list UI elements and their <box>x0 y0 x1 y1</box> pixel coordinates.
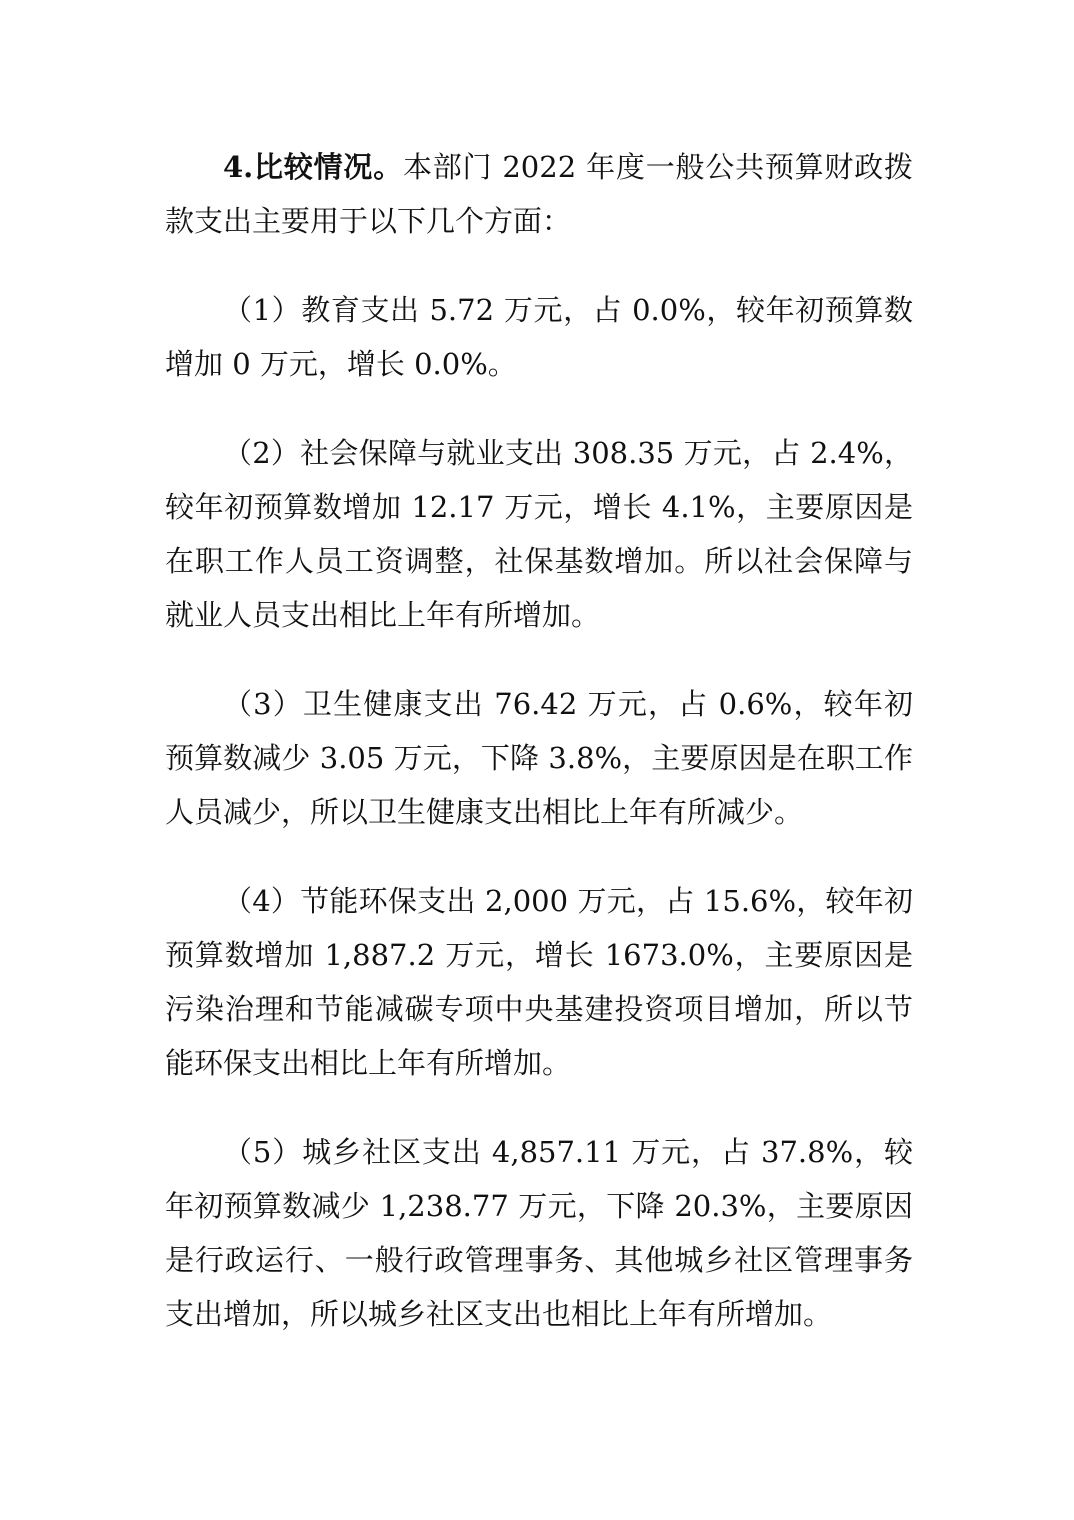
intro-text: 本部门 2022 年度一般公共预算财政拨款支出主要用于以下几个方面： <box>165 150 913 238</box>
document-page <box>165 140 913 1341</box>
intro-paragraph <box>165 140 913 248</box>
paragraph-energy-environment: （4）节能环保支出 2,000 万元，占 15.6%，较年初预算数增加 1,887.2 万元，增长 1673.0%，主要原因是污染治理和节能减碳专项中央基建投资项目增加，所以节能环保支出相比上年有所增加。 <box>165 884 913 1080</box>
paragraph-education: （1）教育支出 5.72 万元，占 0.0%，较年初预算数增加 0 万元，增长 0.0%。 <box>165 293 913 381</box>
section-heading: 4.比较情况。 <box>223 150 403 184</box>
paragraph-urban-rural-community: （5）城乡社区支出 4,857.11 万元，占 37.8%，较年初预算数减少 1,238.77 万元，下降 20.3%，主要原因是行政运行、一般行政管理事务、其他城乡社区管理事务支出增加，所以城乡社区支出也相比上年有所增加。 <box>165 1135 913 1331</box>
paragraph-social-security: （2）社会保障与就业支出 308.35 万元，占 2.4%，较年初预算数增加 12.17 万元，增长 4.1%，主要原因是在职工作人员工资调整，社保基数增加。所以社会保障与就业人员支出相比上年有所增加。 <box>165 436 913 632</box>
paragraph-health: （3）卫生健康支出 76.42 万元，占 0.6%，较年初预算数减少 3.05 万元，下降 3.8%，主要原因是在职工作人员减少，所以卫生健康支出相比上年有所减少。 <box>165 687 913 829</box>
